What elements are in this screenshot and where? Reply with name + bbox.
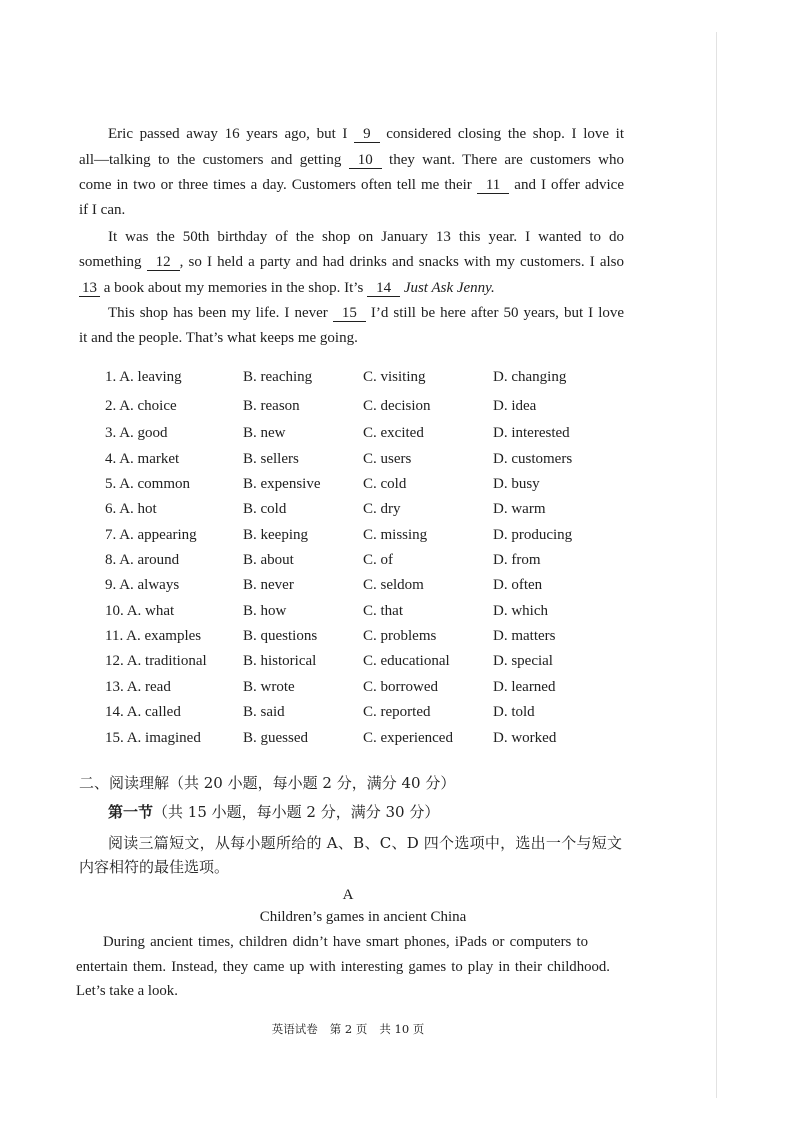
- question-number: 8.: [105, 552, 117, 568]
- footer-total: 共 10 页: [379, 1022, 425, 1036]
- question-number: 2.: [105, 398, 117, 414]
- blank-10: 10: [349, 153, 382, 169]
- passage-a-line: Let’s take a look.: [76, 983, 178, 999]
- question-number: 11.: [105, 628, 124, 644]
- option-a-text: A. called: [126, 704, 181, 720]
- passage-title: Children’s games in ancient China: [259, 909, 467, 925]
- passage-line: [79, 201, 125, 219]
- option-b: B. keeping: [243, 527, 308, 543]
- passage-line: [79, 176, 624, 194]
- option-c: C. of: [363, 552, 393, 568]
- passage-text: if I can.: [79, 202, 126, 218]
- option-row: [0, 368, 794, 386]
- blank-12: 12: [147, 255, 180, 271]
- option-a-text: A. traditional: [126, 653, 207, 669]
- page-footer: [223, 1022, 473, 1036]
- option-a: [105, 627, 201, 645]
- option-b: B. questions: [243, 628, 318, 644]
- blank-15: 15: [333, 306, 366, 322]
- option-a-text: A. what: [126, 603, 175, 619]
- option-a-text: A. common: [119, 476, 191, 492]
- passage-text: This shop has been my life. I never: [108, 305, 328, 321]
- option-row: [0, 397, 794, 415]
- option-c: C. cold: [363, 476, 407, 492]
- option-b: B. guessed: [243, 730, 308, 746]
- passage-text: Eric passed away 16 years ago, but I: [108, 126, 348, 142]
- option-b: B. about: [243, 552, 294, 568]
- option-c: C. educational: [363, 653, 450, 669]
- passage-text: come in two or three times a day. Customers often tell me their: [79, 177, 472, 193]
- option-d: D. from: [493, 552, 541, 568]
- option-c: C. decision: [363, 398, 431, 414]
- question-number: 13.: [105, 679, 124, 695]
- question-number: 9.: [105, 577, 117, 593]
- option-c: C. experienced: [363, 730, 453, 746]
- option-d: D. idea: [493, 398, 537, 414]
- option-a: [105, 475, 190, 493]
- option-d: D. worked: [493, 730, 557, 746]
- option-d: D. producing: [493, 527, 573, 543]
- option-a: [105, 678, 171, 696]
- part-detail: （共 15 小题，每小题 2 分，满分 30 分）: [153, 803, 440, 821]
- option-row: [0, 526, 794, 544]
- option-a: [105, 500, 157, 518]
- passage-a-line: entertain them. Instead, they came up with interesting games to play in their childhood.: [76, 959, 610, 975]
- option-row: [0, 703, 794, 721]
- option-d: D. busy: [493, 476, 540, 492]
- passage-text: it and the people. That’s what keeps me going.: [79, 330, 358, 346]
- option-row: [0, 652, 794, 670]
- option-d: D. warm: [493, 501, 546, 517]
- option-a: [105, 368, 182, 386]
- option-a: [105, 397, 177, 415]
- option-a-text: A. market: [119, 451, 180, 467]
- option-d: D. which: [493, 603, 548, 619]
- option-row: [0, 678, 794, 696]
- question-number: 3.: [105, 425, 117, 441]
- option-c: C. that: [363, 603, 403, 619]
- question-number: 12.: [105, 653, 124, 669]
- question-number: 15.: [105, 730, 124, 746]
- question-number: 5.: [105, 476, 117, 492]
- footer-page: 第 2 页: [329, 1022, 368, 1036]
- instructions-line: 内容相符的最佳选项。: [79, 858, 230, 876]
- passage-line: [79, 329, 358, 347]
- question-number: 6.: [105, 501, 117, 517]
- option-row: [0, 475, 794, 493]
- blank-9: 9: [354, 127, 380, 143]
- option-d: D. special: [493, 653, 553, 669]
- option-a: [105, 652, 207, 670]
- option-d: D. learned: [493, 679, 556, 695]
- option-c: C. dry: [363, 501, 401, 517]
- instructions-line: 阅读三篇短文，从每小题所给的 A、B、C、D 四个选项中，选出一个与短文: [108, 834, 622, 852]
- passage-text: , so I held a party and had drinks and snacks with my customers. I also: [179, 254, 625, 270]
- option-row: [0, 602, 794, 620]
- passage-text: and I offer advice: [514, 177, 624, 193]
- option-row: [0, 576, 794, 594]
- option-d: D. customers: [493, 451, 573, 467]
- blank-11: 11: [477, 178, 509, 194]
- option-c: C. visiting: [363, 369, 426, 385]
- passage-line: [79, 253, 624, 271]
- passage-line: [108, 304, 624, 322]
- option-b: B. new: [243, 425, 286, 441]
- option-row: [0, 450, 794, 468]
- blank-13: 13: [79, 281, 100, 297]
- option-a-text: A. always: [119, 577, 180, 593]
- option-b: B. reaching: [243, 369, 313, 385]
- option-d: D. interested: [493, 425, 570, 441]
- option-a-text: A. leaving: [119, 369, 182, 385]
- passage-line: [108, 125, 624, 143]
- option-b: B. expensive: [243, 476, 321, 492]
- option-a-text: A. appearing: [119, 527, 197, 543]
- part-heading: [108, 803, 439, 821]
- option-a-text: A. around: [119, 552, 180, 568]
- option-d: D. often: [493, 577, 543, 593]
- passage-line: [79, 279, 495, 297]
- book-title: Just Ask Jenny.: [403, 280, 495, 296]
- option-a: [105, 450, 179, 468]
- question-number: 4.: [105, 451, 117, 467]
- part-label: 第一节: [108, 803, 154, 821]
- option-c: C. excited: [363, 425, 424, 441]
- option-row: [0, 627, 794, 645]
- passage-a-line: During ancient times, children didn’t have smart phones, iPads or computers to: [103, 934, 588, 950]
- option-row: [0, 424, 794, 442]
- passage-text: It was the 50th birthday of the shop on January 13 this year. I wanted to do: [108, 229, 624, 245]
- option-a: [105, 576, 179, 594]
- option-a: [105, 526, 197, 544]
- passage-letter: A: [342, 887, 354, 903]
- passage-text: they want. There are customers who: [389, 152, 625, 168]
- option-b: B. reason: [243, 398, 300, 414]
- option-row: [0, 551, 794, 569]
- option-a-text: A. imagined: [126, 730, 201, 746]
- blank-14: 14: [367, 281, 400, 297]
- option-row: [0, 729, 794, 747]
- option-b: B. wrote: [243, 679, 295, 695]
- option-c: C. users: [363, 451, 412, 467]
- passage-text: something: [79, 254, 142, 270]
- option-d: D. changing: [493, 369, 567, 385]
- option-c: C. seldom: [363, 577, 424, 593]
- option-a: [105, 602, 174, 620]
- option-a-text: A. hot: [119, 501, 157, 517]
- passage-line: [108, 228, 624, 246]
- option-a-text: A. examples: [126, 628, 202, 644]
- option-a-text: A. read: [126, 679, 171, 695]
- question-number: 14.: [105, 704, 124, 720]
- passage-text: considered closing the shop. I love it: [386, 126, 625, 142]
- option-a: [105, 703, 181, 721]
- option-a: [105, 551, 179, 569]
- option-c: C. reported: [363, 704, 431, 720]
- option-a-text: A. good: [119, 425, 168, 441]
- passage-text: I’d still be here after 50 years, but I love: [370, 305, 625, 321]
- passage-line: [79, 151, 624, 169]
- question-number: 7.: [105, 527, 117, 543]
- passage-text: all—talking to the customers and getting: [79, 152, 342, 168]
- option-b: B. never: [243, 577, 294, 593]
- passage-text: a book about my memories in the shop. It’s: [103, 280, 364, 296]
- option-a: [105, 729, 201, 747]
- option-a-text: A. choice: [119, 398, 177, 414]
- section-heading: 二、阅读理解（共 20 小题，每小题 2 分，满分 40 分）: [79, 774, 456, 792]
- question-number: 10.: [105, 603, 124, 619]
- footer-subject: 英语试卷: [271, 1022, 318, 1036]
- question-number: 1.: [105, 369, 117, 385]
- option-b: B. said: [243, 704, 285, 720]
- option-b: B. how: [243, 603, 287, 619]
- option-row: [0, 500, 794, 518]
- option-d: D. matters: [493, 628, 556, 644]
- option-c: C. borrowed: [363, 679, 438, 695]
- option-b: B. sellers: [243, 451, 299, 467]
- option-c: C. missing: [363, 527, 428, 543]
- option-c: C. problems: [363, 628, 437, 644]
- option-a: [105, 424, 168, 442]
- option-b: B. cold: [243, 501, 287, 517]
- option-b: B. historical: [243, 653, 317, 669]
- option-d: D. told: [493, 704, 535, 720]
